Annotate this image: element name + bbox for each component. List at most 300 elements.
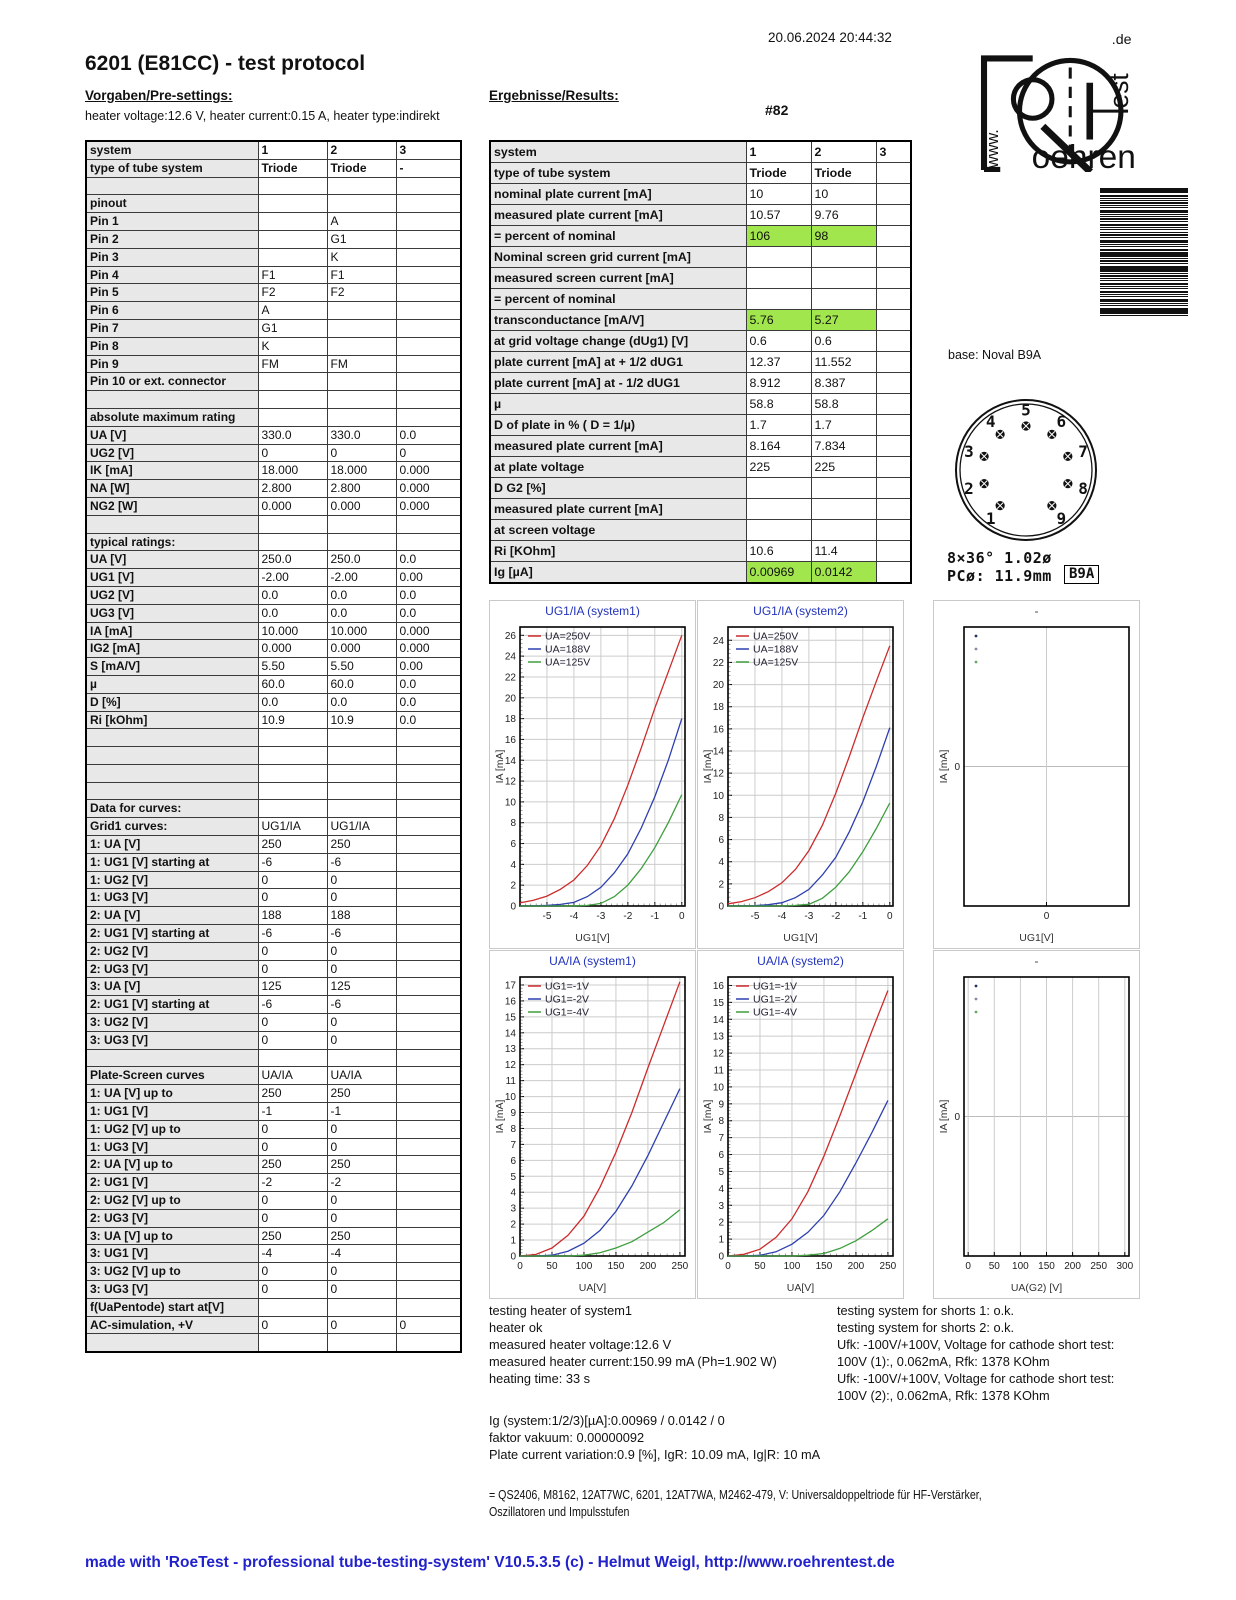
svg-text:UG1=-4V: UG1=-4V [753,1006,798,1019]
svg-text:300: 300 [1116,1261,1134,1272]
cell: -2.00 [327,569,396,587]
svg-text:UG1[V]: UG1[V] [783,932,818,944]
table-row [86,569,461,587]
cell [811,247,876,268]
svg-text:14: 14 [504,755,516,767]
svg-text:UA[V]: UA[V] [578,1282,607,1294]
cell: 60.0 [258,675,327,693]
cell [396,213,461,231]
svg-text:17: 17 [504,980,516,992]
cell [258,747,327,765]
cell [876,520,911,541]
cell: -6 [258,853,327,871]
table-row [86,1192,461,1210]
row-label: at screen voltage [490,520,746,541]
cell [327,515,396,533]
cell [396,1281,461,1299]
cell: F1 [258,266,327,284]
equivalent-types-line: Oszillatoren und Impulsstufen [489,1504,630,1519]
table-row [86,302,461,320]
cell [327,408,396,426]
cell: 0.0 [327,693,396,711]
table-row [86,764,461,782]
svg-text:UG1=-1V: UG1=-1V [545,980,590,993]
logo-word-est: est [1104,73,1135,109]
cell: 250 [258,1227,327,1245]
svg-text:22: 22 [712,657,724,669]
cell: 0 [327,444,396,462]
cell: FM [258,355,327,373]
cell: G1 [258,319,327,337]
cell: -6 [258,996,327,1014]
svg-text:6: 6 [1056,411,1067,431]
cell [876,289,911,310]
cell [396,195,461,213]
row-label: AC-simulation, +V [86,1316,258,1334]
logo-word-de: .de [1111,32,1132,49]
cell [746,478,811,499]
row-label: UG3 [V] [86,604,258,622]
cell: -2 [327,1174,396,1192]
svg-text:0: 0 [718,1251,724,1263]
svg-text:7: 7 [510,1139,516,1151]
cell [258,782,327,800]
svg-text:1: 1 [718,1234,724,1246]
svg-text:0: 0 [725,1261,731,1272]
results-table [489,140,912,584]
cell: K [258,337,327,355]
barcode [1100,188,1188,321]
note-line: measured heater current:150.99 mA (Ph=1.902 W) [489,1354,777,1369]
cell: 5.76 [746,310,811,331]
cell [327,729,396,747]
cell: UA/IA [327,1067,396,1085]
row-label: Nominal screen grid current [mA] [490,247,746,268]
cell: 0 [327,1192,396,1210]
cell [396,942,461,960]
table-row [86,213,461,231]
svg-text:12: 12 [504,1060,516,1072]
cell: 10.000 [327,622,396,640]
table-row [86,586,461,604]
table-row [86,1174,461,1192]
svg-text:4: 4 [510,859,516,871]
cell: -1 [327,1103,396,1121]
svg-text:22: 22 [504,672,516,684]
cell: 58.8 [811,394,876,415]
cell: 250 [258,1156,327,1174]
row-label: absolute maximum rating [86,408,258,426]
cell [396,800,461,818]
cell [746,247,811,268]
svg-text:26: 26 [504,630,516,642]
svg-text:UG1/IA (system1): UG1/IA (system1) [545,604,640,618]
chart-ua-g2-empty [933,950,1140,1299]
table-row [86,408,461,426]
row-label: Ig [µA] [490,562,746,584]
results-heading: Ergebnisse/Results: [489,88,619,103]
svg-text:14: 14 [712,1014,724,1026]
cell [396,515,461,533]
svg-text:0: 0 [1043,911,1050,922]
row-label: measured plate current [mA] [490,205,746,226]
table-row [86,266,461,284]
cell: 9.76 [811,205,876,226]
row-label [86,177,258,195]
table-row [86,1031,461,1049]
row-label: D of plate in % ( D = 1/µ) [490,415,746,436]
row-label: µ [490,394,746,415]
note-line: Plate current variation:0.9 [%], IgR: 10.09 mA, Ig|R: 10 mA [489,1447,821,1462]
table-row [86,159,461,177]
cell [396,871,461,889]
tube-serial-number: #82 [765,102,789,118]
table-row [86,391,461,409]
cell: 0.0 [396,693,461,711]
table-row [86,978,461,996]
cell: 2 [811,141,876,163]
cell: 188 [327,907,396,925]
row-label: 1: UG3 [V] [86,1138,258,1156]
shorts-test-notes [837,1302,1114,1404]
table-row [86,195,461,213]
svg-text:100: 100 [1012,1261,1029,1272]
row-label: 3: UG2 [V] up to [86,1263,258,1281]
cell [876,562,911,584]
cell [396,960,461,978]
table-row [86,1245,461,1263]
cell [396,1067,461,1085]
table-row [86,319,461,337]
table-row [86,960,461,978]
table-row [86,1227,461,1245]
cell: 125 [258,978,327,996]
cell [396,1209,461,1227]
chart-ua-ia-system2 [697,950,904,1299]
svg-text:UA/IA (system2): UA/IA (system2) [757,954,844,968]
cell: 5.27 [811,310,876,331]
row-label: IK [mA] [86,462,258,480]
cell: 0.00 [396,658,461,676]
cell [876,415,911,436]
svg-text:UA=125V: UA=125V [545,656,591,669]
cell [876,310,911,331]
cell [396,1174,461,1192]
table-row [490,268,911,289]
row-label [86,515,258,533]
svg-text:13: 13 [504,1044,516,1056]
cell [396,907,461,925]
table-row [86,622,461,640]
cell [876,205,911,226]
row-label: 2: UG3 [V] [86,960,258,978]
svg-text:-2: -2 [831,911,841,922]
table-row [86,284,461,302]
table-row [490,520,911,541]
report-datetime: 20.06.2024 20:44:32 [768,30,892,45]
heater-test-notes [489,1302,777,1387]
cell [327,391,396,409]
row-label: D [%] [86,693,258,711]
cell [396,1298,461,1316]
cell: -1 [258,1103,327,1121]
cell: 0 [327,1209,396,1227]
table-row [490,541,911,562]
cell [811,499,876,520]
svg-text:1: 1 [985,509,996,529]
table-row [86,996,461,1014]
cell [396,337,461,355]
equivalent-types-line: = QS2406, M8162, 12AT7WC, 6201, 12AT7WA, M2462-479, V: Universaldoppeltriode für HF-Verstärker, [489,1487,982,1502]
row-label: Plate-Screen curves [86,1067,258,1085]
table-row [86,337,461,355]
svg-text:150: 150 [815,1261,833,1272]
svg-text:200: 200 [847,1261,865,1272]
cell: UG1/IA [258,818,327,836]
cell [258,729,327,747]
svg-text:4: 4 [718,857,724,869]
cell [396,1049,461,1067]
table-row [86,1334,461,1352]
row-label: 3: UG2 [V] [86,1014,258,1032]
cell: 250 [327,1156,396,1174]
cell: 12.37 [746,352,811,373]
table-row [86,497,461,515]
row-label: measured screen current [mA] [490,268,746,289]
cell [327,1049,396,1067]
cell [396,853,461,871]
svg-text:-1: -1 [650,911,660,922]
cell: Triode [258,159,327,177]
svg-text:IA [mA]: IA [mA] [938,1099,950,1134]
cell [396,836,461,854]
table-row [86,480,461,498]
row-label: UG2 [V] [86,586,258,604]
svg-text:IA [mA]: IA [mA] [938,749,950,784]
svg-text:11: 11 [713,1065,724,1077]
svg-text:UA=250V: UA=250V [545,630,591,643]
cell: 11.552 [811,352,876,373]
results-table [489,140,912,584]
svg-text:0: 0 [517,1261,523,1272]
cell [876,331,911,352]
cell [258,1049,327,1067]
svg-text:24: 24 [712,635,724,647]
svg-text:0: 0 [954,762,960,773]
svg-text:8: 8 [718,812,724,824]
cell: 250.0 [258,551,327,569]
svg-text:3: 3 [510,1203,516,1215]
svg-text:UA=250V: UA=250V [753,630,799,643]
row-label: measured plate current [mA] [490,436,746,457]
cell [258,230,327,248]
cell [258,391,327,409]
socket-type-badge: B9A [1064,565,1099,584]
svg-text:2: 2 [718,1217,724,1229]
svg-text:6: 6 [510,839,516,851]
table-row [86,141,461,159]
row-label: plate current [mA] at + 1/2 dUG1 [490,352,746,373]
cell [258,764,327,782]
table-row [86,1281,461,1299]
svg-text:UA/IA (system1): UA/IA (system1) [549,954,636,968]
cell: 60.0 [327,675,396,693]
svg-text:IA [mA]: IA [mA] [494,1099,506,1134]
cell [396,533,461,551]
cell: 188 [258,907,327,925]
table-row [86,177,461,195]
cell: 0.0 [396,551,461,569]
table-row [86,355,461,373]
row-label: Pin 5 [86,284,258,302]
cell: -4 [258,1245,327,1263]
cell [396,266,461,284]
cell [811,478,876,499]
cell [396,1014,461,1032]
svg-text:IA [mA]: IA [mA] [702,1099,714,1134]
table-row [86,925,461,943]
svg-text:UG1=-1V: UG1=-1V [753,980,798,993]
svg-text:10: 10 [712,1082,724,1094]
cell: 0 [327,942,396,960]
svg-text:150: 150 [1038,1261,1055,1272]
cell [396,1103,461,1121]
cell [396,818,461,836]
cell: 0.0 [396,711,461,729]
svg-text:250: 250 [671,1261,689,1272]
row-label: 3: UG3 [V] [86,1281,258,1299]
cell [746,499,811,520]
cell: 0.000 [258,640,327,658]
svg-text:5: 5 [1021,400,1031,420]
svg-text:9: 9 [718,1099,724,1111]
table-row [86,818,461,836]
note-line: Ufk: -100V/+100V, Voltage for cathode short test: [837,1337,1115,1352]
cell: 0 [327,1263,396,1281]
table-row [490,499,911,520]
table-row [86,1316,461,1334]
svg-text:IA [mA]: IA [mA] [702,749,714,784]
row-label: 3: UA [V] [86,978,258,996]
row-label: 3: UG3 [V] [86,1031,258,1049]
cell [396,1138,461,1156]
cell [396,1334,461,1352]
cell: 250 [327,1227,396,1245]
cell: 2.800 [327,480,396,498]
cell [396,1120,461,1138]
svg-text:10: 10 [504,1092,516,1104]
row-label: 2: UG2 [V] [86,942,258,960]
cell: Triode [746,163,811,184]
cell: 250 [258,1085,327,1103]
cell [258,195,327,213]
cell [811,520,876,541]
svg-text:4: 4 [510,1187,516,1199]
row-label: typical ratings: [86,533,258,551]
table-row [86,711,461,729]
row-label: Grid1 curves: [86,818,258,836]
table-row [86,782,461,800]
cell: 0 [258,1120,327,1138]
row-label: Pin 2 [86,230,258,248]
cell [396,302,461,320]
row-label: nominal plate current [mA] [490,184,746,205]
table-row [86,836,461,854]
cell [396,284,461,302]
svg-text:-5: -5 [542,911,552,922]
cell [876,499,911,520]
svg-text:6: 6 [510,1155,516,1167]
table-row [86,462,461,480]
cell: 0.6 [811,331,876,352]
cell [876,373,911,394]
svg-text:UA=125V: UA=125V [753,656,799,669]
note-line: heater ok [489,1320,543,1335]
svg-text:12: 12 [712,1048,724,1060]
row-label: Pin 3 [86,248,258,266]
table-row [86,693,461,711]
row-label: Pin 6 [86,302,258,320]
footer-credit: made with 'RoeTest - professional tube-testing-system' V10.5.3.5 (c) - Helmut Weigl, http://www.roehrentest.de [85,1554,895,1571]
row-label: 2: UG1 [V] starting at [86,996,258,1014]
cell [327,195,396,213]
svg-text:UG1=-2V: UG1=-2V [545,993,590,1006]
cell: 0.000 [396,640,461,658]
cell: A [327,213,396,231]
svg-text:0: 0 [678,911,685,922]
svg-text:8: 8 [718,1116,724,1128]
chart-ug1-ia-system3-empty [933,600,1140,949]
cell: 0 [258,871,327,889]
row-label: 2: UG1 [V] [86,1174,258,1192]
cell: UG1/IA [327,818,396,836]
svg-text:3: 3 [964,441,974,461]
svg-text:5: 5 [718,1166,724,1178]
table-row [86,604,461,622]
cell: 0 [258,1316,327,1334]
chart-ug1-ia-system1 [489,600,696,949]
cell: 8.164 [746,436,811,457]
cell: 0.000 [327,497,396,515]
cell [396,1031,461,1049]
row-label: Pin 7 [86,319,258,337]
cell [396,1085,461,1103]
note-line: faktor vakuum: 0.00000092 [489,1430,645,1445]
cell: 58.8 [746,394,811,415]
row-label: UG1 [V] [86,569,258,587]
table-row [490,562,911,584]
cell [876,163,911,184]
table-row [86,729,461,747]
svg-text:12: 12 [504,776,516,788]
cell: 0 [258,1138,327,1156]
table-row [86,1156,461,1174]
cell [876,268,911,289]
cell [396,978,461,996]
cell [327,782,396,800]
cell: K [327,248,396,266]
cell [876,226,911,247]
svg-text:2: 2 [510,880,516,892]
cell: F2 [327,284,396,302]
svg-text:150: 150 [607,1261,625,1272]
cell: 8.912 [746,373,811,394]
cell: 330.0 [258,426,327,444]
cell [258,533,327,551]
cell: 10 [746,184,811,205]
svg-text:-3: -3 [804,911,814,922]
cell [396,373,461,391]
